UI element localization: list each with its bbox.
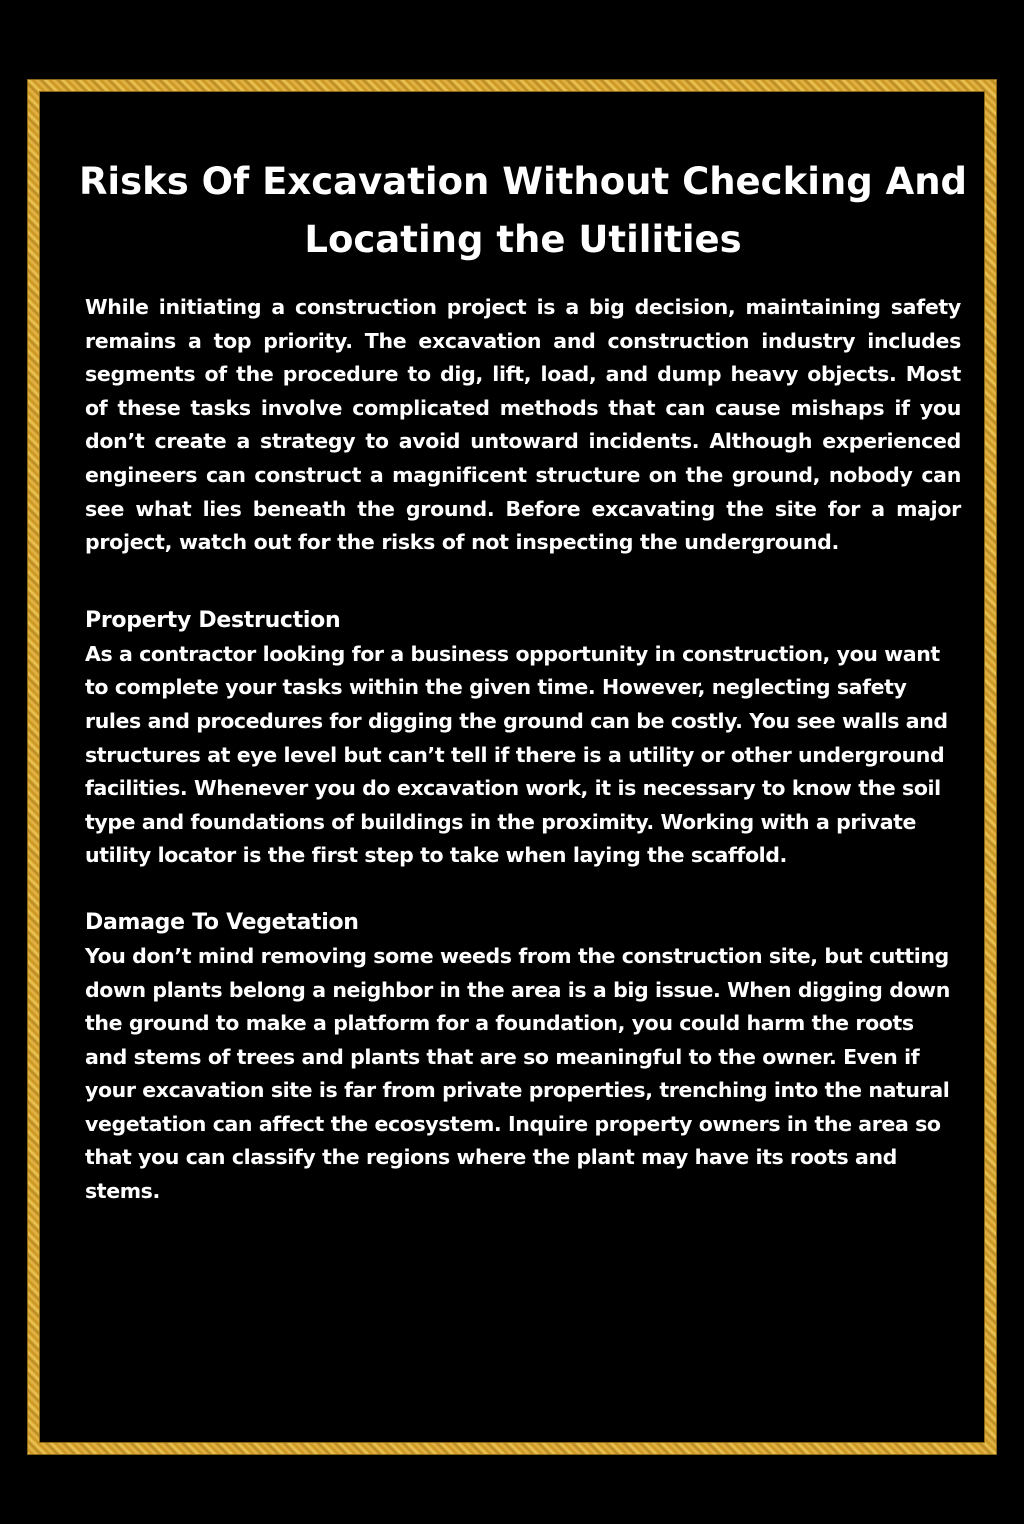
page-title: Risks Of Excavation Without Checking And Locating the Utilities [78, 160, 968, 261]
section-body: You don’t mind removing some weeds from the construction site, but cutting down plants belong a neighbor in the area is a big issue. When digging down the ground to make a platform for a foundation, you could harm the roots and stems of trees and plants that are so meaningful to the owner. Even if your excavation site is far from private properties, trenching into the natural vegetation can affect the ecosystem. Inquire property owners in the area so that you can classify the regions where the plant may have its roots and stems. [85, 943, 950, 1204]
section-heading: Property Destruction [85, 607, 341, 633]
section-heading: Damage To Vegetation [85, 909, 359, 935]
section-damage-to-vegetation [85, 906, 961, 1209]
document-content [78, 153, 968, 1209]
section-body: As a contractor looking for a business opportunity in construction, you want to complete your tasks within the given time. However, neglecting safety rules and procedures for digging the ground can be costly. You see walls and structures at eye level but can’t tell if there is a utility or other underground facilities. Whenever you do excavation work, it is necessary to know the soil type and foundations of buildings in the proximity. Working with a private utility locator is the first step to take when laying the scaffold. [85, 641, 948, 868]
gold-frame [28, 80, 996, 1454]
section-property-destruction [85, 604, 961, 873]
intro-paragraph: While initiating a construction project is a big decision, maintaining safety remains a top priority. The excavation and construction industry includes segments of the procedure to dig, lift, load, and dump heavy objects. Most of these tasks involve complicated methods that can cause mishaps if you don’t create a strategy to avoid untoward incidents. Although experienced engineers can construct a magnificent structure on the ground, nobody can see what lies beneath the ground. Before excavating the site for a major project, watch out for the risks of not inspecting the underground. [85, 295, 961, 555]
